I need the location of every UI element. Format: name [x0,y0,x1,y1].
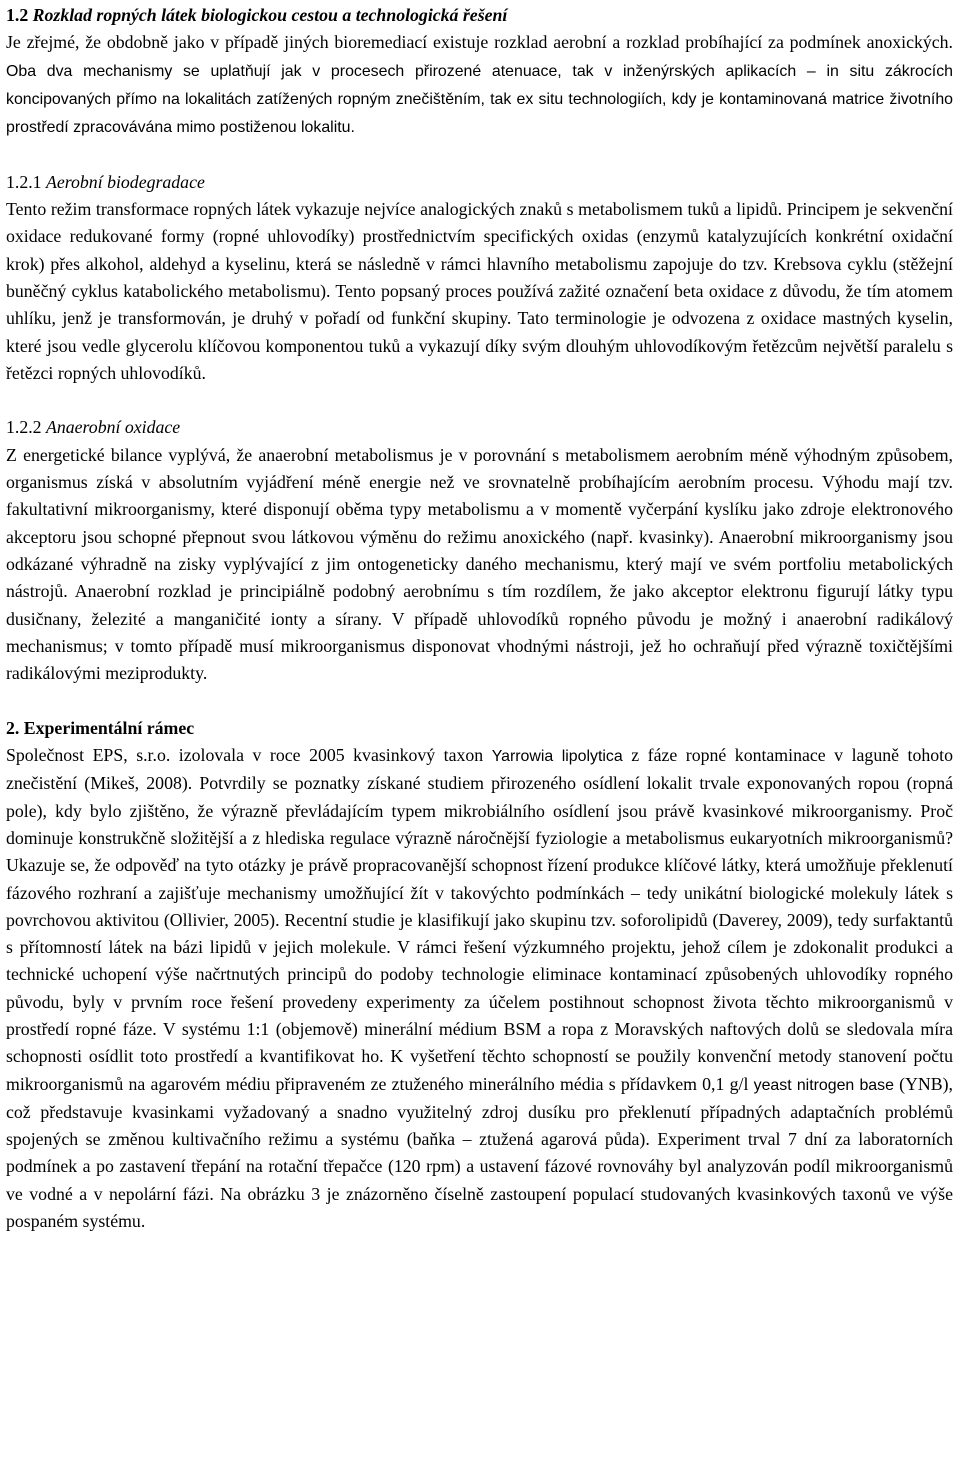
subsection-number: 1.2.1 [6,171,47,192]
section-1-2-2 [6,414,953,687]
section-heading [6,2,953,29]
paragraph-text: Společnost EPS, s.r.o. izolovala v roce 2005 kvasinkový taxon [6,745,492,766]
spacer [6,141,953,168]
section-number: 1.2 [6,5,33,25]
paragraph [6,29,953,141]
section-1-2 [6,2,953,141]
paragraph-text: Oba dva mechanismy se uplatňují jak v procesech přirozené atenuace, tak v inženýrských aplikacích – in situ zákrocích koncipovaných přímo na lokalitách zatížených ropným znečištěním, tak ex situ technologiích, kdy je kontaminovaná matrice životního prostředí zpracovávána mimo postiženou lokalitu. [6,62,953,137]
subsection-number: 1.2.2 [6,417,47,438]
paragraph-text: z fáze ropné kontaminace v laguně tohoto znečistění (Mikeš, 2008). Potvrdily se poznatky získané studiem přirozeného osídlení lokalit trvale exponovaných ropou (ropná pole), kdy bylo zjištěno, že výrazně převládajícím typem mikrobiálního osídlení jsou právě kvasinkové mikroorganismy. Proč dominuje konstrukčně složitější a z hlediska regulace výrazně náročnější fyziologie a metabolismus eukaryotních mikroorganismů? Ukazuje se, že odpověď na tyto otázky je právě propracovanější schopnost řízení produkce klíčové látky, která umožňuje překlenutí fázového rozhraní a zajišťuje mechanismy umožňující žít v takovýchto podmínkách – tedy unikátní biologické molekuly látek s povrchovou aktivitou (Ollivier, 2005). Recentní studie je klasifikují jako skupinu tzv. soforolipidů (Daverey, 2009), tedy surfaktantů s přítomností látek na bázi lipidů v jejich molekule. V rámci řešení výzkumného projektu, jehož cílem je zdokonalit produkci a technické uchopení výše načrtnutých principů do podoby technologie eliminace kontaminací způsobených uhlovodíky ropného původu, byly v prvním roce řešení provedeny experimenty za účelem postihnout schopnost života těchto mikroorganismů v prostředí ropné fáze. V systému 1:1 (objemově) minerální médium BSM a ropa z Moravských naftových dolů se sledovala míra schopnosti osídlit toto prostředí a kvantifikovat ho. K vyšetření těchto schopností se použily konvenční metody stanovení počtu mikroorganismů na agarovém médiu připraveném ze ztuženého minerálního média s přídavkem 0,1 g/l [6,745,953,1094]
paragraph-text: Je zřejmé, že obdobně jako v případě jiných bioremediací existuje rozklad aerobní a rozklad probíhající za podmínek anoxických. [6,32,953,53]
section-2 [6,715,953,1236]
medium-name: yeast nitrogen base [753,1076,894,1094]
subsection-title: Aerobní biodegradace [46,171,205,192]
spacer [6,687,953,714]
paragraph-text: (YNB), což představuje kvasinkami vyžadovaný a snadno využitelný zdroj dusíku pro překlenutí případných adaptačních problémů spojených se změnou kultivačního režimu a systému (baňka – ztužená agarová půda). Experiment trval 7 dní za laboratorních podmínek a po zastavení třepání na rotační třepačce (120 rpm) a ustavení fázové rovnováhy byl analyzován podíl mikroorganismů ve vodné a v nepolární fázi. Na obrázku 3 je znázorněno číselně zastoupení populací studovaných kvasinkových taxonů ve výše pospaném systému. [6,1073,953,1232]
subsection-heading [6,169,953,196]
subsection-title: Anaerobní oxidace [46,417,181,438]
paragraph: Z energetické bilance vyplývá, že anaerobní metabolismus je v porovnání s metabolismem aerobním méně výhodným způsobem, organismus získá v absolutním vyjádření méně energie než ve srovnatelně probíhajícím aerobním procesu. Výhodu mají tzv. fakultativní mikroorganismy, které disponují oběma typy metabolismu a v momentě vyčerpání kyslíku jako zdroje elektronového akceptoru jsou schopné přepnout svou látkovou výměnu do režimu anoxického (např. kvasinky). Anaerobní mikroorganismy jsou odkázané výhradně na zisky vyplývající z jim ontogeneticky daného mechanismu, který mají ve svém portfoliu metabolických nástrojů. Anaerobní rozklad je principiálně podobný aerobnímu s tím rozdílem, že jako akceptor elektronu figurují látky typu dusičnany, železité a manganičité ionty a sírany. V případě uhlovodíků ropného původu je možný i anaerobní radikálový mechanismus; v tomto případě musí mikroorganismus disponovat vhodnými nástroji, jež ho ochraňují před výrazně toxičtějšími radikálovými meziprodukty. [6,444,953,684]
paragraph [6,742,953,1235]
section-title: Rozklad ropných látek biologickou cestou a technologická řešení [32,5,508,25]
paragraph: Tento režim transformace ropných látek vykazuje nejvíce analogických znaků s metabolismem tuků a lipidů. Principem je sekvenční oxidace redukované formy (ropné uhlovodíky) prostřednictvím specifických oxidas (enzymů katalyzujících konkrétní oxidační krok) přes alkohol, aldehyd a kyselinu, která se následně v rámci hlavního metabolismu zapojuje do tzv. Krebsova cyklu (stěžejní buněčný cyklus katabolického metabolismu). Tento popsaný proces používá zažité označení beta oxidace z důvodu, že tím atomem uhlíku, jenž je transformován, je druhý v pořadí od funkční skupiny. Tato terminologie je odvozena z oxidace mastných kyselin, které jsou vedle glycerolu klíčovou komponentou tuků a vykazují díky svým dlouhým uhlovodíkovým řetězcům největší paralelu s řetězci ropných uhlovodíků. [6,199,953,383]
section-heading: 2. Experimentální rámec [6,717,195,738]
subsection-heading [6,414,953,441]
section-1-2-1 [6,169,953,387]
taxon-name: Yarrowia lipolytica [491,748,623,766]
spacer [6,387,953,414]
